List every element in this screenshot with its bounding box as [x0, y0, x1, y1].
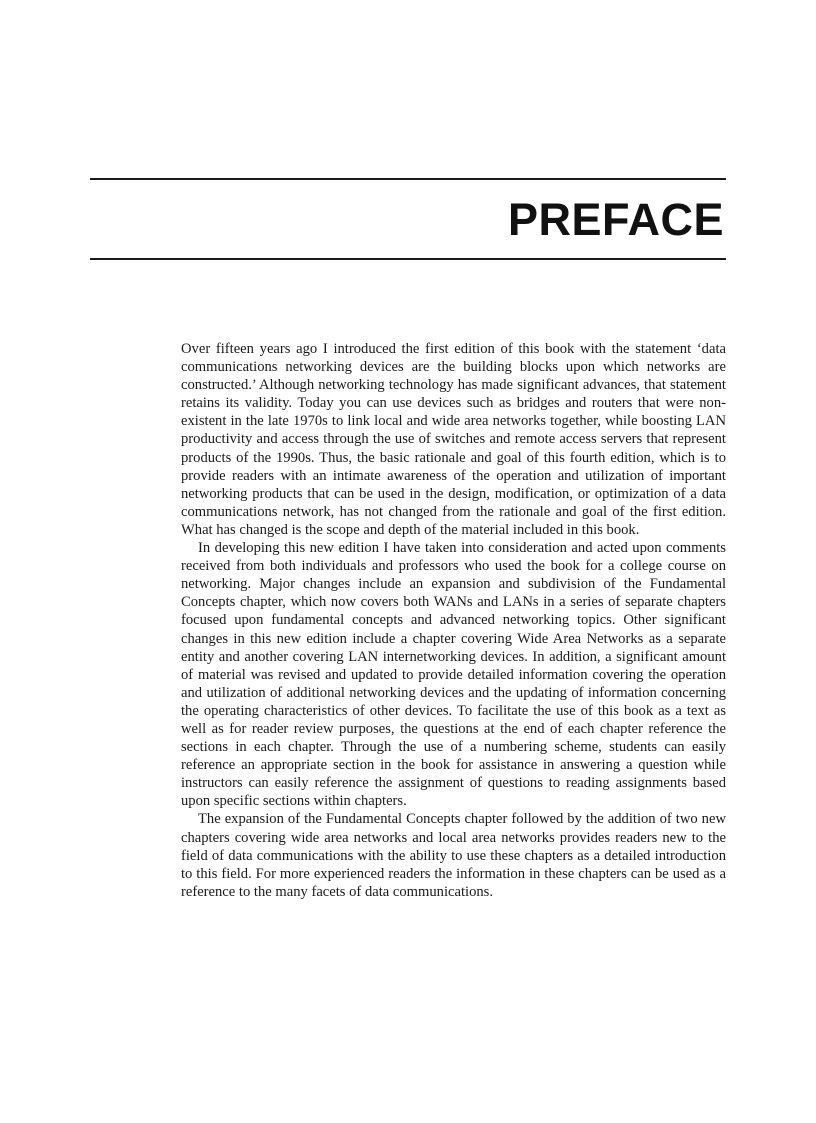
preface-body	[181, 340, 726, 901]
paragraph-3: The expansion of the Fundamental Concepts chapter followed by the addition of two new chapters covering wide area networks and local area networks provides readers new to the field of data communications with the ability to use these chapters as a detailed introduction to this field. For more experienced readers the information in these chapters can be used as a reference to the many facets of data communications.	[181, 811, 726, 900]
page-title: PREFACE	[507, 194, 724, 245]
paragraph-1: Over fifteen years ago I introduced the first edition of this book with the statement ‘data communications networking devices are the building blocks upon which networks are constructed.’ Although networking technology has made significant advances, that statement retains its validity. Today you can use devices such as bridges and routers that were non-existent in the late 1970s to link local and wide area networks together, while boosting LAN productivity and access through the use of switches and remote access servers that represent products of the 1990s. Thus, the basic rationale and goal of this fourth edition, which is to provide readers with an intimate awareness of the operation and utilization of important networking products that can be used in the design, modification, or optimization of a data communications network, has not changed from the rationale and goal of the first edition. What has changed is the scope and depth of the material included in this book.	[181, 341, 726, 538]
paragraph-2: In developing this new edition I have taken into consideration and acted upon comments received from both individuals and professors who used the book for a college course on networking. Major changes include an expansion and subdivision of the Fundamental Concepts chapter, which now covers both WANs and LANs in a series of separate chapters focused upon fundamental concepts and advanced networking topics. Other significant changes in this new edition include a chapter covering Wide Area Networks as a separate entity and another covering LAN internetworking devices. In addition, a significant amount of material was revised and updated to provide detailed information covering the operation and utilization of additional networking devices and the updating of information concerning the operating characteristics of other devices. To facilitate the use of this book as a text as well as for reader review purposes, the questions at the end of each chapter reference the sections in each chapter. Through the use of a numbering scheme, students can easily reference an appropriate section in the book for assistance in answering a question while instructors can easily reference the assignment of questions to reading assignments based upon specific sections within chapters.	[181, 540, 726, 810]
bottom-rule	[90, 258, 726, 260]
top-rule	[90, 178, 726, 180]
